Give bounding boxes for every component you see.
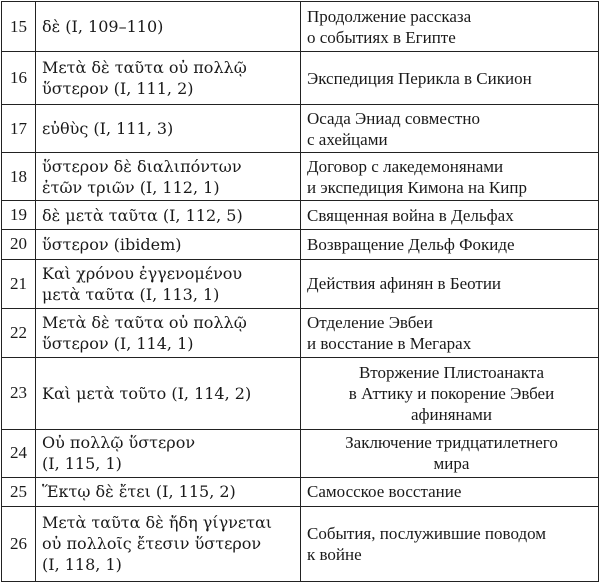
greek-phrase-line: Ἕκτῳ δὲ ἔτει (I, 115, 2) — [42, 482, 236, 502]
event-description-line: Самосское восстание — [307, 482, 462, 502]
table-row — [2, 230, 599, 259]
event-description-line: События, послужившие поводом — [307, 523, 547, 543]
event-description-cell — [301, 259, 599, 308]
greek-phrase-line: δὲ μετὰ ταῦτα (I, 112, 5) — [42, 205, 243, 225]
row-number: 18 — [2, 153, 36, 201]
event-description-cell — [301, 477, 599, 506]
event-description-line: афинянами — [410, 404, 493, 424]
row-number: 24 — [2, 429, 36, 477]
greek-phrase-line: Καὶ μετὰ τοῦτο (I, 114, 2) — [42, 383, 252, 403]
greek-phrase-cell — [36, 230, 301, 259]
greek-phrase-line: ἐτῶν τριῶν (I, 112, 1) — [42, 177, 220, 197]
row-number: 20 — [2, 230, 36, 259]
greek-phrase-line: Καὶ χρόνου ἐγγενομένου — [42, 263, 243, 283]
greek-phrase-cell — [36, 259, 301, 308]
table-row — [2, 358, 599, 430]
greek-phrase-line: Οὐ πολλῷ ὕστερον — [42, 433, 196, 453]
chronology-table — [1, 1, 599, 582]
table-row — [2, 477, 599, 506]
event-description-cell — [301, 308, 599, 357]
row-number: 26 — [2, 506, 36, 581]
event-description-cell — [301, 105, 599, 153]
greek-phrase-line: εὐθὺς (I, 111, 3) — [42, 119, 174, 139]
greek-phrase-cell — [36, 105, 301, 153]
table-row — [2, 52, 599, 105]
greek-phrase-cell — [36, 477, 301, 506]
greek-phrase-line: ὕστερον δὲ διαλιπόντων — [42, 156, 242, 176]
greek-phrase-line: Μετὰ ταῦτα δὲ ἤδη γίγνεται — [42, 513, 273, 533]
greek-phrase-line: ὕστερον (ibidem) — [42, 234, 182, 254]
row-number: 17 — [2, 105, 36, 153]
greek-phrase-line: δὲ (I, 109–110) — [42, 17, 164, 37]
event-description-cell — [301, 201, 599, 230]
event-description-line: и восстание в Мегарах — [307, 333, 472, 353]
row-number: 21 — [2, 259, 36, 308]
row-number: 23 — [2, 358, 36, 430]
event-description-line: в Аттику и покорение Эвбеи — [348, 383, 555, 403]
table-row — [2, 259, 599, 308]
event-description-line: Вторжение Плистоанакта — [358, 362, 545, 382]
event-description-cell — [301, 153, 599, 201]
greek-phrase-cell — [36, 2, 301, 52]
greek-phrase-cell — [36, 429, 301, 477]
table-row — [2, 2, 599, 52]
event-description-line: Осада Эниад совместно — [307, 108, 480, 128]
greek-phrase-cell — [36, 358, 301, 430]
table-row — [2, 506, 599, 581]
greek-phrase-line: Μετὰ δὲ ταῦτα οὐ πολλῷ — [42, 312, 247, 332]
event-description-line: Экспедиция Перикла в Сикион — [307, 68, 532, 88]
row-number: 19 — [2, 201, 36, 230]
event-description-line: Договор с лакедемонянами — [307, 156, 504, 176]
event-description-line: Священная война в Дельфах — [307, 205, 514, 225]
greek-phrase-line: (I, 115, 1) — [42, 454, 122, 474]
greek-phrase-line: Μετὰ δὲ ταῦτα οὐ πολλῷ — [42, 58, 247, 78]
event-description-cell — [301, 506, 599, 581]
greek-phrase-line: ὕστερον (I, 114, 1) — [42, 333, 194, 353]
event-description-line: о событиях в Египте — [307, 27, 456, 47]
greek-phrase-line: ὕστερον (I, 111, 2) — [42, 79, 194, 99]
table-row — [2, 429, 599, 477]
event-description-cell — [301, 52, 599, 105]
greek-phrase-line: μετὰ ταῦτα (I, 113, 1) — [42, 284, 220, 304]
event-description-line: Отделение Эвбеи — [307, 312, 433, 332]
event-description-cell — [301, 358, 599, 430]
event-description-line: Продолжение рассказа — [307, 6, 472, 26]
table-row — [2, 308, 599, 357]
event-description-line: мира — [433, 454, 470, 474]
greek-phrase-cell — [36, 52, 301, 105]
row-number: 15 — [2, 2, 36, 52]
row-number: 25 — [2, 477, 36, 506]
greek-phrase-cell — [36, 153, 301, 201]
greek-phrase-cell — [36, 506, 301, 581]
greek-phrase-cell — [36, 308, 301, 357]
table-row — [2, 201, 599, 230]
row-number: 16 — [2, 52, 36, 105]
greek-phrase-line: (I, 118, 1) — [42, 555, 122, 575]
event-description-line: и экспедиция Кимона на Кипр — [307, 177, 527, 197]
event-description-cell — [301, 230, 599, 259]
table-body — [2, 2, 599, 582]
event-description-cell — [301, 2, 599, 52]
greek-phrase-cell — [36, 201, 301, 230]
greek-phrase-line: οὐ πολλοῖς ἔτεσιν ὕστερον — [42, 534, 262, 554]
event-description-line: Заключение тридцатилетнего — [345, 433, 558, 453]
row-number: 22 — [2, 308, 36, 357]
event-description-cell — [301, 429, 599, 477]
table-row — [2, 105, 599, 153]
event-description-line: Действия афинян в Беотии — [307, 274, 502, 294]
event-description-line: с ахейцами — [307, 129, 388, 149]
event-description-line: Возвращение Дельф Фокиде — [307, 234, 515, 254]
table-row — [2, 153, 599, 201]
event-description-line: к войне — [307, 544, 362, 564]
